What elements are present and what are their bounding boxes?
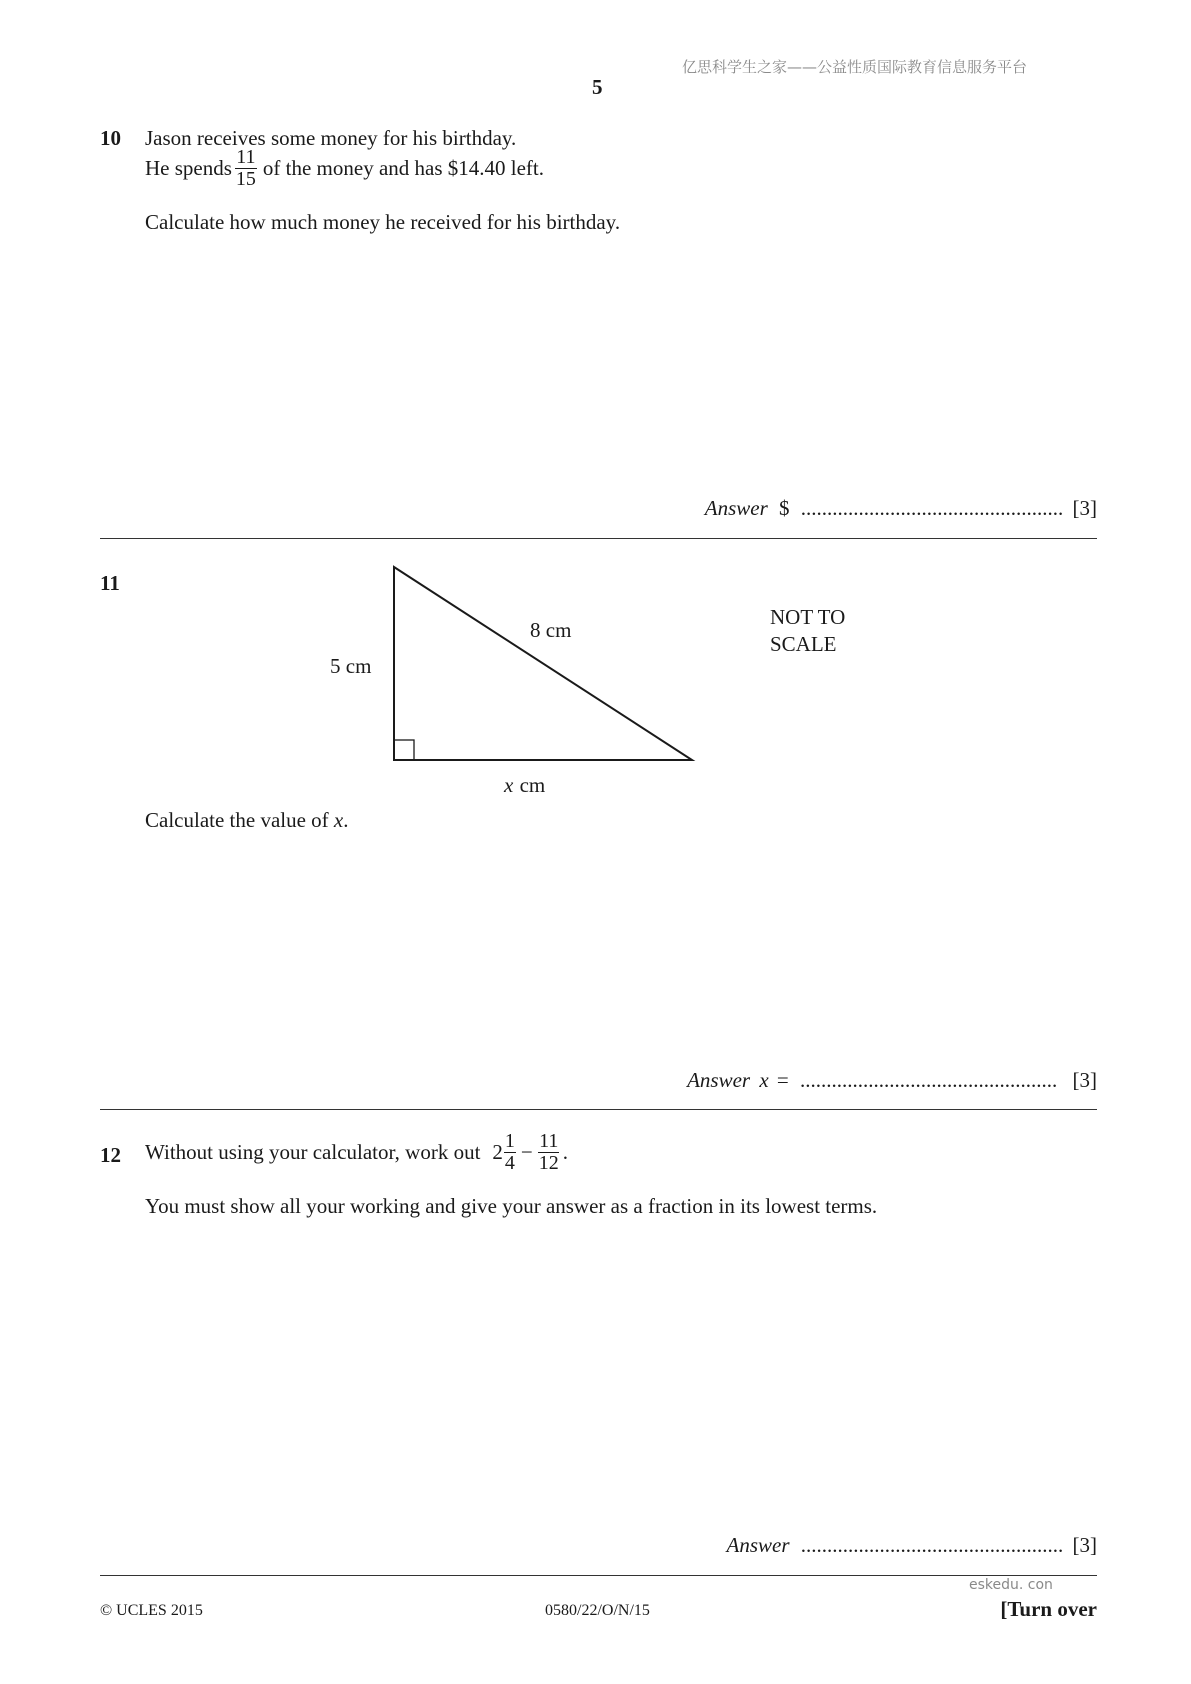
q10-answer-label: Answer xyxy=(704,496,768,520)
q12-fraction-2-denominator: 12 xyxy=(538,1152,559,1174)
q12-fraction-2 xyxy=(538,1131,560,1174)
q11-answer-line xyxy=(687,1070,1097,1091)
header-watermark: 亿思科学生之家——公益性质国际教育信息服务平台 xyxy=(682,58,1028,76)
q12-answer-field[interactable]: .................................................. xyxy=(800,1533,1064,1557)
not-to-scale-line1: NOT TO xyxy=(770,605,846,629)
question-number-12: 12 xyxy=(100,1143,121,1167)
q11-instruction-var: x xyxy=(333,808,344,832)
footer-divider xyxy=(100,1575,1097,1576)
q10-fraction-denominator: 15 xyxy=(235,168,256,190)
q12-minus: − xyxy=(520,1140,533,1164)
q11-instruction xyxy=(145,810,349,831)
triangle-shape xyxy=(394,567,692,760)
page-number: 5 xyxy=(592,75,603,99)
q12-fraction-1 xyxy=(504,1131,516,1174)
q12-line1 xyxy=(145,1131,568,1174)
q10-answer-prefix: $ xyxy=(779,496,790,520)
label-vertical-side: 5 cm xyxy=(330,654,372,678)
q11-answer-field[interactable]: ................................................. xyxy=(800,1068,1058,1092)
q12-fraction-2-numerator: 11 xyxy=(539,1130,559,1152)
label-base-variable: x xyxy=(504,773,514,797)
q12-line1-pre: Without using your calculator, work out xyxy=(145,1140,481,1164)
divider-q10-q11 xyxy=(100,538,1097,539)
footer-watermark: eskedu. con xyxy=(969,1577,1053,1593)
q12-whole-number: 2 xyxy=(492,1140,503,1164)
q10-line2 xyxy=(145,147,544,190)
q11-answer-eq: = xyxy=(776,1068,789,1092)
q12-marks: [3] xyxy=(1072,1533,1097,1557)
q12-fraction-1-denominator: 4 xyxy=(504,1152,515,1174)
q10-line2-pre: He spends xyxy=(145,156,232,180)
q10-answer-line xyxy=(705,498,1097,519)
label-base xyxy=(504,775,545,796)
q10-fraction xyxy=(235,147,257,190)
q11-answer-var: x xyxy=(759,1068,769,1092)
label-hypotenuse: 8 cm xyxy=(530,618,572,642)
question-number-11: 11 xyxy=(100,571,120,595)
right-triangle-diagram xyxy=(380,555,700,775)
q12-period: . xyxy=(562,1140,569,1164)
q10-marks: [3] xyxy=(1072,496,1097,520)
q10-instruction: Calculate how much money he received for his birthday. xyxy=(145,210,621,234)
q10-answer-field[interactable]: .................................................. xyxy=(800,496,1064,520)
q11-marks: [3] xyxy=(1072,1068,1097,1092)
q12-line2: You must show all your working and give your answer as a fraction in its lowest terms. xyxy=(145,1194,878,1218)
footer-paper-code: 0580/22/O/N/15 xyxy=(545,1602,650,1619)
label-base-unit: cm xyxy=(519,773,546,797)
q12-answer-label: Answer xyxy=(726,1533,790,1557)
q10-fraction-numerator: 11 xyxy=(236,146,256,168)
q11-answer-label: Answer xyxy=(687,1068,751,1092)
question-number-10: 10 xyxy=(100,126,121,150)
footer-copyright: © UCLES 2015 xyxy=(100,1602,203,1619)
q11-instruction-post: . xyxy=(343,808,349,832)
divider-q11-q12 xyxy=(100,1109,1097,1110)
right-angle-marker xyxy=(394,740,414,760)
q12-fraction-1-numerator: 1 xyxy=(504,1130,515,1152)
turn-over: [Turn over xyxy=(1000,1597,1097,1621)
q10-line2-post: of the money and has $14.40 left. xyxy=(262,156,545,180)
q10-line1: Jason receives some money for his birthday. xyxy=(145,126,517,150)
q12-answer-line xyxy=(727,1535,1098,1556)
q11-instruction-pre: Calculate the value of xyxy=(145,808,329,832)
not-to-scale-line2: SCALE xyxy=(770,632,837,656)
